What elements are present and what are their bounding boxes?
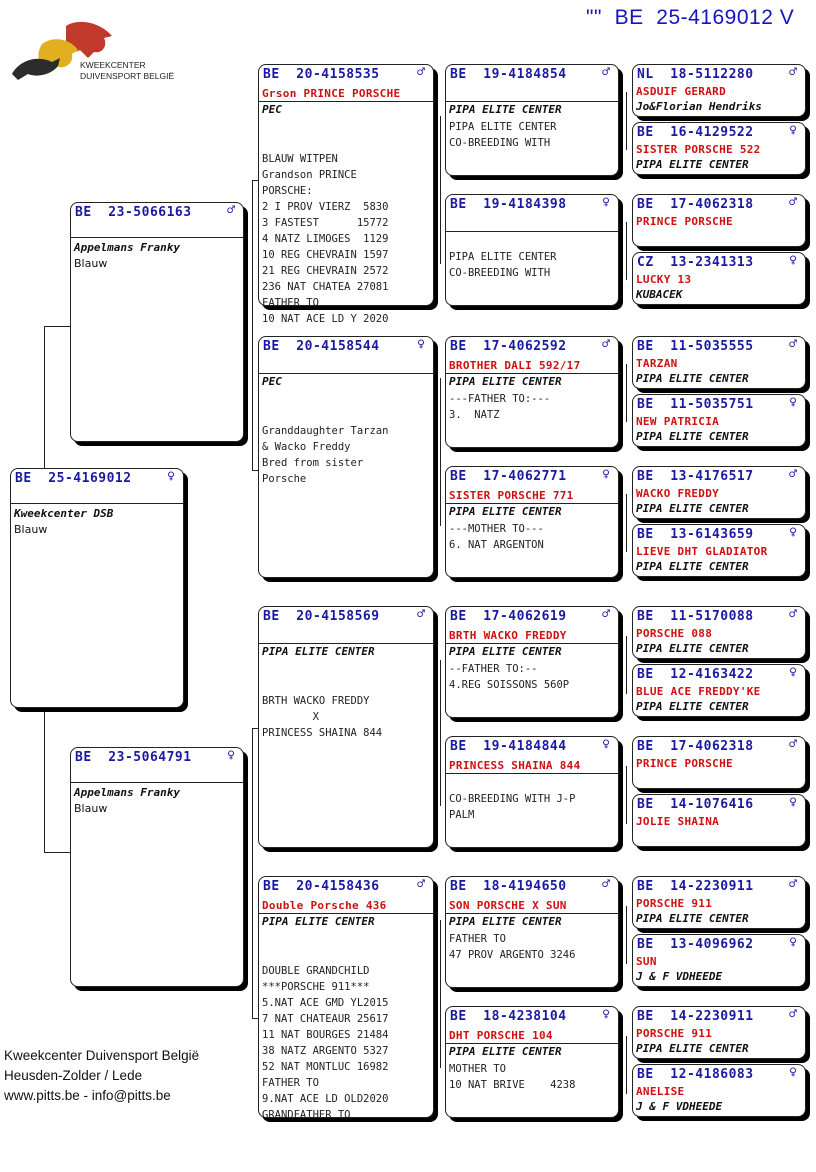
connector — [626, 636, 627, 694]
female-icon: ♀ — [789, 525, 797, 540]
connector — [626, 364, 627, 422]
g5-card-16[interactable] — [632, 1064, 806, 1117]
logo-line-2: DUIVENSPORT BELGIË — [80, 71, 175, 81]
g5-card-2[interactable] — [632, 122, 806, 175]
pigeon-name: ASDUIF GERARD — [636, 85, 726, 98]
g5-card-13[interactable] — [632, 876, 806, 929]
owner: PEC — [262, 103, 282, 116]
male-icon: ♂ — [789, 737, 797, 752]
g5-card-11[interactable] — [632, 736, 806, 789]
connector — [252, 728, 253, 1018]
owner: PIPA ELITE CENTER — [636, 158, 749, 171]
pigeon-name: TARZAN — [636, 357, 678, 370]
owner: PIPA ELITE CENTER — [262, 915, 375, 928]
pigeon-name: WACKO FREDDY — [636, 487, 720, 500]
owner: PIPA ELITE CENTER — [636, 700, 749, 713]
pigeon-name: PORSCHE 911 — [636, 897, 713, 910]
connector — [44, 326, 70, 327]
connector — [626, 766, 627, 824]
male-icon: ♂ — [602, 337, 610, 352]
g5-card-9[interactable] — [632, 606, 806, 659]
owner: PIPA ELITE CENTER — [262, 645, 375, 658]
male-icon: ♂ — [789, 467, 797, 482]
pigeon-name: SON PORSCHE X SUN — [449, 899, 567, 912]
pigeon-name: ANELISE — [636, 1085, 685, 1098]
g5-card-12[interactable] — [632, 794, 806, 847]
pigeon-name: BRTH WACKO FREDDY — [449, 629, 567, 642]
g3-card-4[interactable] — [258, 876, 434, 1121]
owner: PIPA ELITE CENTER — [636, 430, 749, 443]
notes: FATHER TO 47 PROV ARGENTO 3246 — [449, 933, 576, 961]
divider — [11, 503, 183, 504]
owner: Appelmans Franky — [74, 241, 180, 254]
pigeon-name: LUCKY 13 — [636, 273, 692, 286]
ring-number: BE 20-4158569 — [263, 609, 380, 624]
owner: PIPA ELITE CENTER — [636, 502, 749, 515]
notes: MOTHER TO 10 NAT BRIVE 4238 — [449, 1063, 576, 1091]
g4-card-3[interactable] — [445, 336, 619, 448]
pigeon-name: PORSCHE 911 — [636, 1027, 713, 1040]
divider — [71, 237, 243, 238]
male-icon: ♂ — [417, 607, 425, 622]
ring-number: BE 14-2230911 — [637, 879, 754, 894]
g3-card-1[interactable] — [258, 64, 434, 325]
female-icon: ♀ — [417, 337, 425, 352]
owner: PIPA ELITE CENTER — [449, 505, 562, 518]
male-icon: ♂ — [789, 607, 797, 622]
female-icon: ♀ — [602, 1007, 610, 1022]
male-icon: ♂ — [602, 877, 610, 892]
ring-number: BE 25-4169012 — [15, 471, 132, 486]
sire-card[interactable] — [70, 202, 244, 442]
divider — [259, 913, 433, 914]
g4-card-5[interactable] — [445, 606, 619, 718]
pigeon-name: NEW PATRICIA — [636, 415, 720, 428]
male-icon: ♂ — [227, 203, 235, 218]
divider — [446, 503, 618, 504]
owner: J & F VDHEEDE — [636, 1100, 723, 1113]
connector — [440, 920, 441, 1068]
connector — [252, 180, 253, 470]
pedigree-title: "" BE 25-4169012 V — [586, 6, 795, 29]
connector — [626, 222, 627, 280]
male-icon: ♂ — [789, 195, 797, 210]
pigeon-name: BLUE ACE FREDDY'KE — [636, 685, 761, 698]
plumage-color: Blauw — [74, 802, 108, 815]
pigeon-name: Double Porsche 436 — [262, 899, 387, 912]
female-icon: ♀ — [789, 1065, 797, 1080]
divider — [446, 231, 618, 232]
male-icon: ♂ — [602, 65, 610, 80]
divider — [446, 773, 618, 774]
connector — [626, 92, 627, 150]
ring-number: CZ 13-2341313 — [637, 255, 754, 270]
notes: --FATHER TO:-- 4.REG SOISSONS 560P — [449, 663, 570, 691]
ring-number: BE 17-4062318 — [637, 197, 754, 212]
g4-card-7[interactable] — [445, 876, 619, 988]
ring-number: BE 13-6143659 — [637, 527, 754, 542]
g4-card-6[interactable] — [445, 736, 619, 848]
female-icon: ♀ — [789, 253, 797, 268]
ring-number: BE 14-2230911 — [637, 1009, 754, 1024]
ring-number: NL 18-5112280 — [637, 67, 754, 82]
connector — [44, 852, 70, 853]
pigeon-name: PRINCESS SHAINA 844 — [449, 759, 581, 772]
footer — [4, 1046, 199, 1106]
male-icon: ♂ — [789, 1007, 797, 1022]
ring-number: BE 23-5064791 — [75, 750, 192, 765]
pigeon-name: PORSCHE 088 — [636, 627, 713, 640]
footer-company: Kweekcenter Duivensport België — [4, 1048, 200, 1063]
ring-number: BE 17-4062619 — [450, 609, 567, 624]
ring-number: BE 17-4062592 — [450, 339, 567, 354]
notes: PIPA ELITE CENTER CO-BREEDING WITH — [449, 251, 557, 279]
connector — [626, 1036, 627, 1094]
divider — [446, 101, 618, 102]
ring-number: BE 11-5035555 — [637, 339, 754, 354]
ring-number: BE 12-4163422 — [637, 667, 754, 682]
g5-card-5[interactable] — [632, 336, 806, 389]
pigeon-name: DHT PORSCHE 104 — [449, 1029, 553, 1042]
divider — [446, 643, 618, 644]
pigeon-name: SUN — [636, 955, 657, 968]
female-icon: ♀ — [602, 467, 610, 482]
owner: PIPA ELITE CENTER — [449, 103, 562, 116]
footer-location: Heusden-Zolder / Lede — [4, 1068, 143, 1083]
ring-number: BE 19-4184844 — [450, 739, 567, 754]
notes: PIPA ELITE CENTER CO-BREEDING WITH — [449, 121, 557, 149]
male-icon: ♂ — [417, 65, 425, 80]
owner: PIPA ELITE CENTER — [636, 560, 749, 573]
notes: ---MOTHER TO--- 6. NAT ARGENTON — [449, 523, 544, 551]
notes: DOUBLE GRANDCHILD ***PORSCHE 911*** 5.NAT ACE GMD YL2015 7 NAT CHATEAUR 25617 11 NAT BOURGES 21484 38 NATZ ARGENTO 5327 52 NAT MONTLUC 16982 FATHER TO 9.NAT ACE LD OLD2020 GRANDFATHER TO — [262, 965, 389, 1121]
g3-card-2[interactable] — [258, 336, 434, 578]
g5-card-10[interactable] — [632, 664, 806, 717]
notes: ---FATHER TO:--- 3. NATZ — [449, 393, 551, 421]
female-icon: ♀ — [789, 935, 797, 950]
female-icon: ♀ — [789, 395, 797, 410]
divider — [259, 643, 433, 644]
g5-card-7[interactable] — [632, 466, 806, 519]
female-icon: ♀ — [789, 123, 797, 138]
ring-number: BE 18-4238104 — [450, 1009, 567, 1024]
plumage-color: Blauw — [74, 257, 108, 270]
g5-card-8[interactable] — [632, 524, 806, 577]
divider — [259, 373, 433, 374]
logo-line-1: KWEEKCENTER — [80, 60, 146, 70]
pigeon-name: PRINCE PORSCHE — [636, 215, 733, 228]
owner: PIPA ELITE CENTER — [449, 645, 562, 658]
female-icon: ♀ — [789, 795, 797, 810]
g4-card-2[interactable] — [445, 194, 619, 306]
g5-card-3[interactable] — [632, 194, 806, 247]
g4-card-8[interactable] — [445, 1006, 619, 1118]
ring-number: BE 19-4184854 — [450, 67, 567, 82]
owner: KUBACEK — [636, 288, 683, 301]
dam-card[interactable] — [70, 747, 244, 987]
ring-number: BE 14-1076416 — [637, 797, 754, 812]
female-icon: ♀ — [789, 665, 797, 680]
g4-card-1[interactable] — [445, 64, 619, 176]
notes: BLAUW WITPEN Grandson PRINCE PORSCHE: 2 I PROV VIERZ 5830 3 FASTEST 15772 4 NATZ LIMOGES 1129 10 REG CHEVRAIN 1597 21 REG CHEVRAIN 2572 236 NAT CHATEA 27081 FATHER TO 10 NAT ACE LD Y 2020 — [262, 153, 389, 325]
ring-number: BE 17-4062771 — [450, 469, 567, 484]
owner: PIPA ELITE CENTER — [636, 912, 749, 925]
owner: PIPA ELITE CENTER — [636, 642, 749, 655]
pigeon-name: SISTER PORSCHE 522 — [636, 143, 761, 156]
owner: Kweekcenter DSB — [14, 507, 114, 520]
g5-card-1[interactable] — [632, 64, 806, 117]
ring-number: BE 16-4129522 — [637, 125, 754, 140]
divider — [446, 913, 618, 914]
ring-number: BE 13-4096962 — [637, 937, 754, 952]
ring-number: BE 13-4176517 — [637, 469, 754, 484]
footer-contact: www.pitts.be - info@pitts.be — [4, 1088, 171, 1103]
divider — [446, 373, 618, 374]
ring-number: BE 11-5170088 — [637, 609, 754, 624]
ring-number: BE 18-4194650 — [450, 879, 567, 894]
male-icon: ♂ — [789, 877, 797, 892]
pigeon-name: LIEVE DHT GLADIATOR — [636, 545, 768, 558]
ring-number: BE 20-4158544 — [263, 339, 380, 354]
owner: PIPA ELITE CENTER — [636, 1042, 749, 1055]
pigeon-name: JOLIE SHAINA — [636, 815, 720, 828]
female-icon: ♀ — [227, 748, 235, 763]
male-icon: ♂ — [602, 607, 610, 622]
female-icon: ♀ — [167, 469, 175, 484]
ring-number: BE 19-4184398 — [450, 197, 567, 212]
ring-number: BE 12-4186083 — [637, 1067, 754, 1082]
pigeon-name: Grson PRINCE PORSCHE — [262, 87, 401, 100]
divider — [259, 101, 433, 102]
pigeon-name: SISTER PORSCHE 771 — [449, 489, 574, 502]
notes: Granddaughter Tarzan & Wacko Freddy Bred from sister Porsche — [262, 425, 389, 485]
owner: PIPA ELITE CENTER — [449, 1045, 562, 1058]
ring-number: BE 20-4158535 — [263, 67, 380, 82]
g5-card-14[interactable] — [632, 934, 806, 987]
divider — [71, 782, 243, 783]
male-icon: ♂ — [789, 65, 797, 80]
ring-number: BE 11-5035751 — [637, 397, 754, 412]
owner: Jo&Florian Hendriks — [636, 100, 762, 113]
connector — [440, 660, 441, 806]
divider — [446, 1043, 618, 1044]
owner: PEC — [262, 375, 282, 388]
g5-card-6[interactable] — [632, 394, 806, 447]
g5-card-15[interactable] — [632, 1006, 806, 1059]
owner: Appelmans Franky — [74, 786, 180, 799]
pigeon-name: PRINCE PORSCHE — [636, 757, 733, 770]
male-icon: ♂ — [417, 877, 425, 892]
connector — [440, 116, 441, 264]
g5-card-4[interactable] — [632, 252, 806, 305]
owner: PIPA ELITE CENTER — [449, 915, 562, 928]
notes: BRTH WACKO FREDDY X PRINCESS SHAINA 844 — [262, 695, 383, 739]
g3-card-3[interactable] — [258, 606, 434, 848]
owner: PIPA ELITE CENTER — [449, 375, 562, 388]
ring-number: BE 20-4158436 — [263, 879, 380, 894]
owner: PIPA ELITE CENTER — [636, 372, 749, 385]
plumage-color: Blauw — [14, 523, 48, 536]
female-icon: ♀ — [602, 195, 610, 210]
connector — [626, 906, 627, 964]
notes: CO-BREEDING WITH J-P PALM — [449, 793, 576, 821]
connector — [440, 378, 441, 526]
subject-card[interactable] — [10, 468, 184, 708]
connector — [626, 494, 627, 552]
male-icon: ♂ — [789, 337, 797, 352]
ring-number: BE 17-4062318 — [637, 739, 754, 754]
pigeon-name: BROTHER DALI 592/17 — [449, 359, 581, 372]
ring-number: BE 23-5066163 — [75, 205, 192, 220]
owner: J & F VDHEEDE — [636, 970, 723, 983]
female-icon: ♀ — [602, 737, 610, 752]
g4-card-4[interactable] — [445, 466, 619, 578]
